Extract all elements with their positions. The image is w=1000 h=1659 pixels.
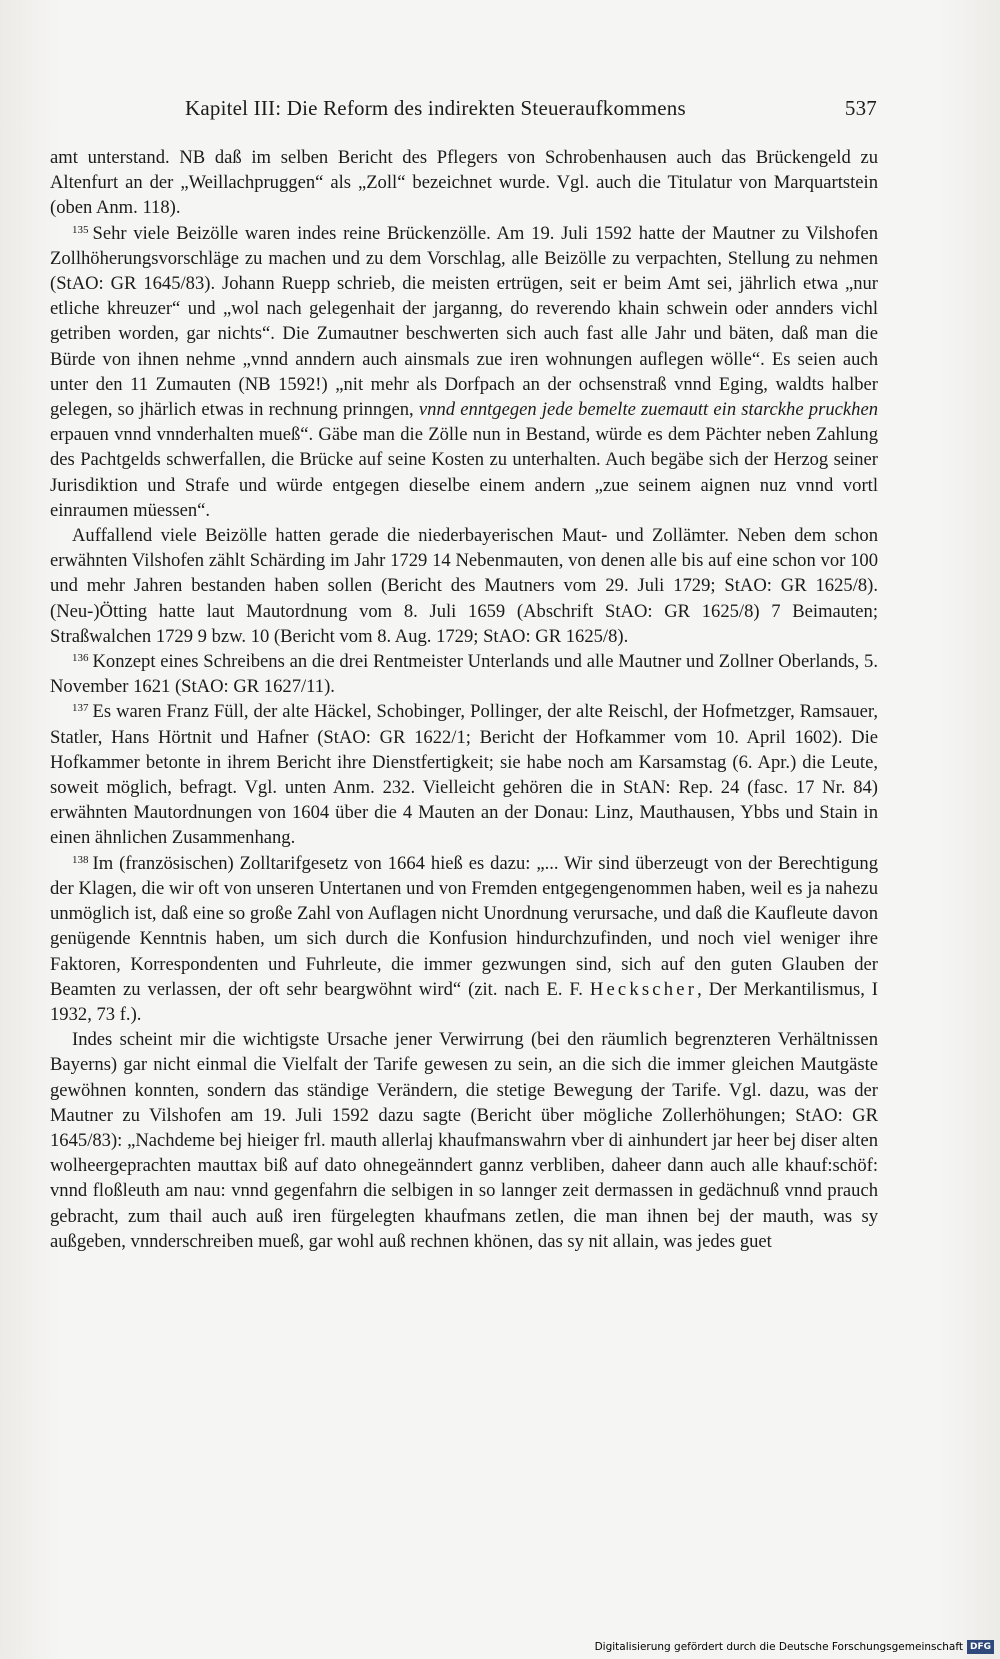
- text-run: Im (französischen) Zolltarifgesetz von 1664 hieß es dazu: „... Wir sind überzeugt von der Berechtigung der Klagen, die wir oft von unseren Untertanen und von Fremden entgegengenommen haben, weil es ja nahezu unmöglich ist, daß eine so große Zahl von Auflagen nicht Unordnung verursache, und daß die Kaufleute davon genügende Kenntnis haben, um sich durch die Konfusion hindurchzufinden, und noch viel weniger ihre Faktoren, Korrespondenten und Fuhrleute, die immer gezwungen sind, sich auf den guten Glauben der Beamten zu verlassen, der oft sehr beargwöhnt wird“ (zit. nach E. F.: [50, 852, 878, 1000]
- footnote-number: 137: [72, 702, 89, 715]
- footnote-number: 136: [72, 652, 89, 665]
- text-run: Konzept eines Schreibens an die drei Rentmeister Unterlands und alle Mautner und Zollner Oberlands, 5. November 1621 (StAO: GR 1627/11).: [50, 651, 878, 698]
- text-run: , Der Merkantilismus, I 1932, 73 f.).: [50, 978, 878, 1025]
- footnote-number: 138: [72, 853, 89, 866]
- dfg-logo: DFG: [967, 1640, 994, 1654]
- page-number: 537: [844, 96, 877, 120]
- paragraph: [50, 1027, 878, 1254]
- paragraph: [50, 523, 878, 649]
- italic-quote: vnnd enntgegen jede bemelte zuemautt ein starckhe pruckhen: [418, 399, 878, 421]
- text-run: Es waren Franz Füll, der alte Häckel, Schobinger, Pollinger, der alte Reischl, der Hofmetzger, Ramsauer, Statler, Hans Hörtnit und Hafner (StAO: GR 1622/1; Bericht der Hofkammer vom 10. April 1602). Die Hofkammer betonte in ihrem Bericht ihre Dienstfertigkeit; sie habe noch am Karsamstag (6. Apr.) die Leute, soweit möglich, befragt. Vgl. unten Anm. 232. Vielleicht gehören die in StAN: Rep. 24 (fasc. 17 Nr. 84) erwähnten Mautordnungen von 1604 über die 4 Mauten an der Donau: Linz, Mauthausen, Ybbs und Stain in einen ähnlichen Zusammenhang.: [50, 701, 878, 849]
- footnote-number: 135: [72, 223, 89, 236]
- text-run: Sehr viele Beizölle waren indes reine Brückenzölle. Am 19. Juli 1592 hatte der Mautner zu Vilshofen Zollhöherungsvorschläge zu machen und zu dem Vorschlag, alle Beizölle zu verpachten, Stellung zu nehmen (StAO: GR 1645/83). Johann Ruepp schrieb, die meisten ertrügen, seit er beim Amt sei, jährlich etwa „nur etliche khreuzer“ und „wol nach gelegenhait der jarganng, do reverendo khain schwein oder annders vichl getriben worden, gar nichts“. Die Zumautner beschwerten sich auch fast alle Jahr und bäten, daß man die Bürde von ihnen nehme „vnnd anndern auch ainsmals zue iren wohnungen auflegen wölle“. Es seien auch unter den 11 Zumauten (NB 1592!) „nit mehr als Dorfpach an der ochsenstraß vnnd Eging, waldts halber gelegen, so jhärlich etwas in rechnung prinngen,: [50, 222, 878, 421]
- chapter-title: Kapitel III: Die Reform des indirekten Steueraufkommens: [185, 96, 686, 120]
- credit-text: Digitalisierung gefördert durch die Deutsche Forschungsgemeinschaft: [594, 1641, 963, 1653]
- text-run: erpauen vnnd vnnderhalten mueß“. Gäbe man die Zölle nun in Bestand, würde es dem Pächter neben Zahlung des Pachtgelds schwerfallen, die Brücke auf seine Kosten zu unterhalten. Auch begäbe sich der Herzog seiner Jurisdiktion und Strafe und würde entgegen dieselbe einem andern „zue seinem aignen nuz vnnd vortl einraumen müessen“.: [50, 424, 878, 521]
- footnote-135: [50, 221, 878, 523]
- digitization-credit: [595, 1640, 994, 1654]
- text-run: Indes scheint mir die wichtigste Ursache jener Verwirrung (bei den räumlich begrenzteren Verhältnissen Bayerns) gar nicht einmal die Vielfalt der Tarife gewesen zu sein, an die sich die immer gleichen Mautgäste gewöhnen konnten, sondern das ständige Verändern, die stetige Bewegung der Tarife. Vgl. dazu, was der Mautner zu Vilshofen am 19. Juli 1592 dazu sagte (Bericht über mögliche Zollerhöhungen; StAO: GR 1645/83): „Nachdeme bej hieiger frl. mauth allerlaj khaufmanswahrn vber di ainhundert jar heer bej diser alten wolheergeprachten mauttax biß auf dato ohnegeänndert gannz verbliben, daheer dann auch alle khauf:schöf: vnnd floßleuth am nau: vnnd gegenfahrn die selbigen in so lannger zeit dermassen in gedächnuß vnnd prauch gebracht, zum thail auch auß iren fürgelegten khaufmans zetlen, die man ihnen bej der mauth, was sy außgeben, vnnderschreiben mueß, gar wohl auß rechnen khönen, das sy nit allain, was jedes guet: [50, 1029, 878, 1252]
- paragraph: [50, 145, 878, 221]
- text-run: Auffallend viele Beizölle hatten gerade die niederbayerischen Maut- und Zollämter. Neben dem schon erwähnten Vilshofen zählt Schärding im Jahr 1729 14 Nebenmauten, von denen alle bis auf eine schon vor 100 und mehr Jahren bestanden haben sollen (Bericht des Mautners vom 29. Juli 1729; StAO: GR 1625/8). (Neu-)Ötting hatte laut Mautordnung vom 8. Juli 1659 (Abschrift StAO: GR 1625/8) 7 Beimauten; Straßwalchen 1729 9 bzw. 10 (Bericht vom 8. Aug. 1729; StAO: GR 1625/8).: [50, 525, 878, 647]
- footnote-138: [50, 851, 878, 1027]
- footnote-136: [50, 649, 878, 699]
- footnote-137: [50, 699, 878, 850]
- author-name: Heckscher: [589, 978, 698, 1000]
- page-body: [50, 145, 878, 1254]
- text-run: amt unterstand. NB daß im selben Bericht des Pflegers von Schrobenhausen auch das Brückengeld zu Altenfurt an der „Weillachpruggen“ als „Zoll“ bezeichnet wurde. Vgl. auch die Titulatur von Marquartstein (oben Anm. 118).: [50, 147, 878, 219]
